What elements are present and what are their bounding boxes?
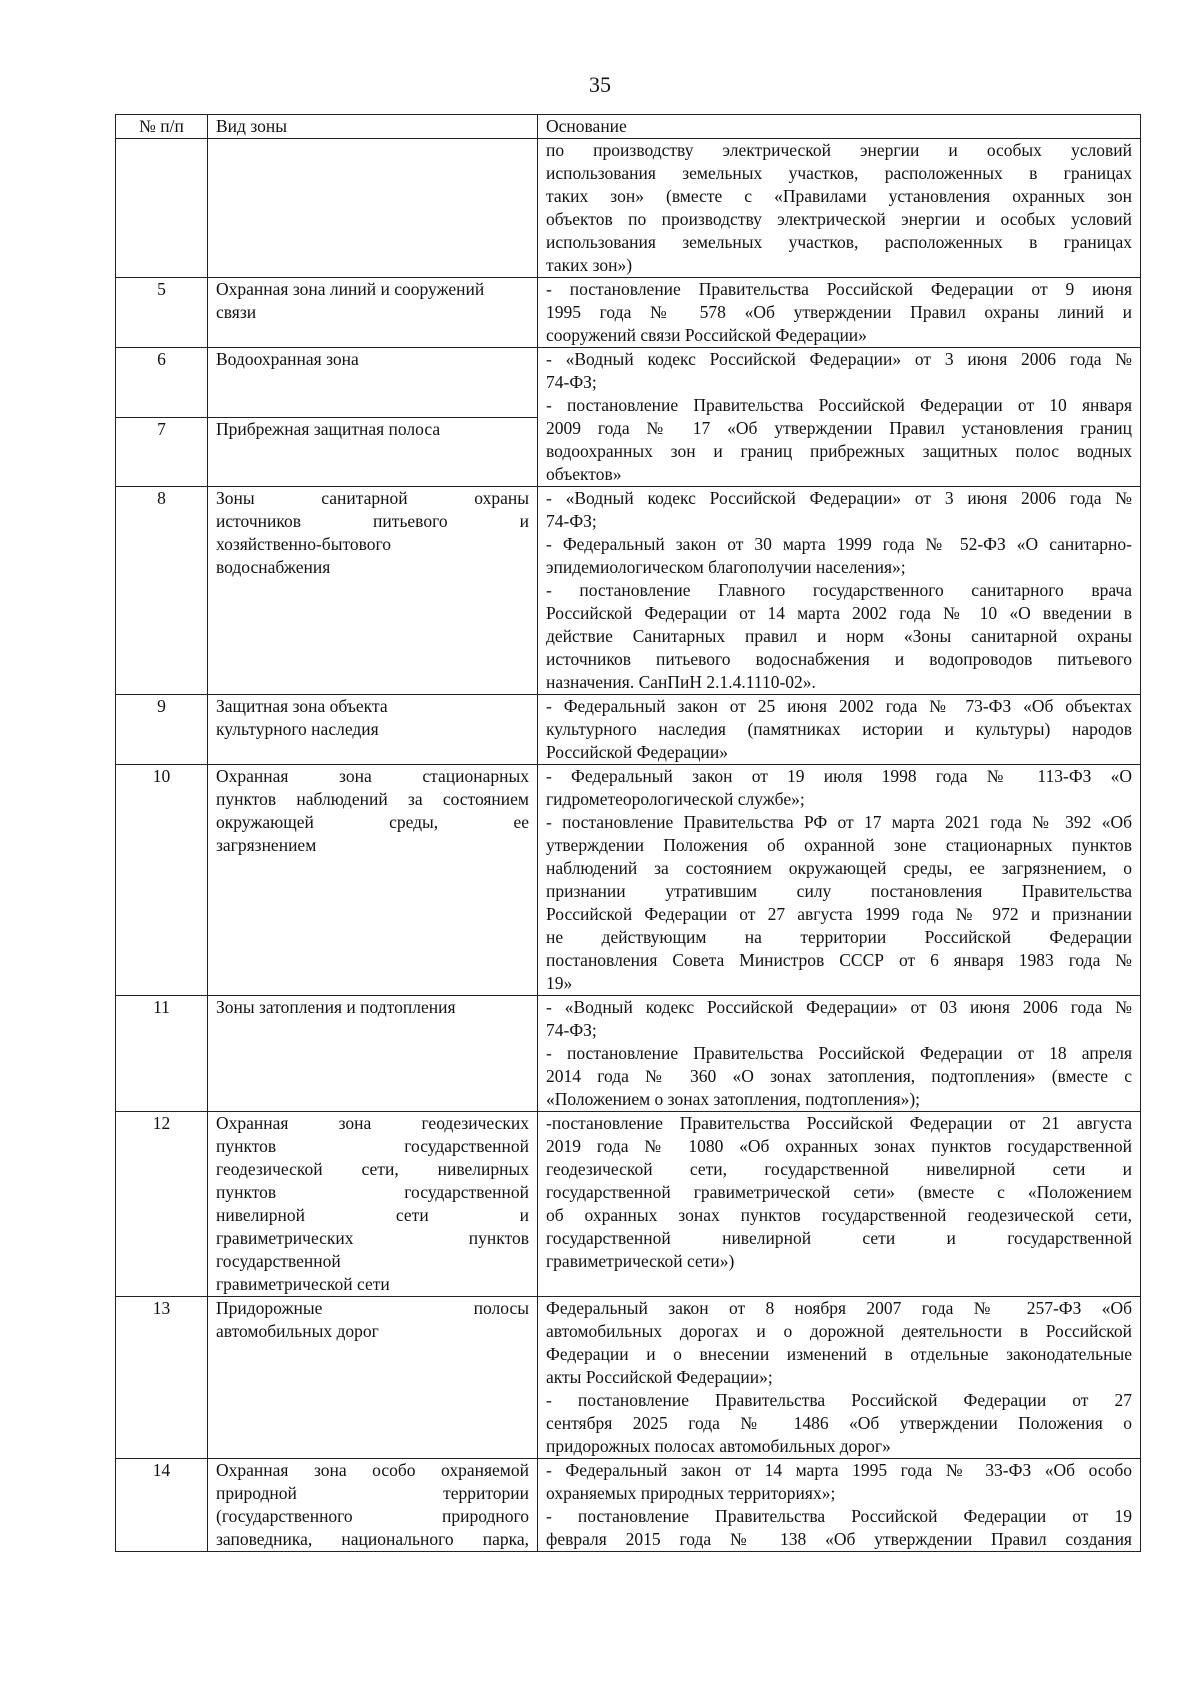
text-line: акты Российской Федерации»; — [546, 1367, 773, 1387]
text-line: Защитная зона объекта — [216, 696, 388, 716]
text-line: Зоны санитарной охраны — [216, 488, 529, 508]
text-line: гравиметрических пунктов — [216, 1228, 529, 1248]
text-line: заповедника, национального парка, — [216, 1529, 529, 1549]
text-line: - постановление Правительства РФ от 17 марта 2021 года № 392 «Об — [546, 812, 1132, 832]
text-line: - постановление Правительства Российской Федерации от 18 апреля — [546, 1043, 1132, 1063]
text-line: - постановление Правительства Российской Федерации от 10 января — [546, 395, 1132, 415]
text-line: признании утратившим силу постановления Правительства — [546, 881, 1132, 901]
text-line: утверждении Положения об охранной зоне стационарных пунктов — [546, 835, 1132, 855]
text-line: природной территории — [216, 1483, 529, 1503]
text-line: источников питьевого и — [216, 511, 529, 531]
text-line: 2019 года № 1080 «Об охранных зонах пунктов государственной — [546, 1136, 1132, 1156]
text-line: автомобильных дорог — [216, 1321, 379, 1341]
text-line: - «Водный кодекс Российской Федерации» от 3 июня 2006 года № — [546, 349, 1132, 369]
row-number: 6 — [116, 348, 208, 418]
row-number — [116, 139, 208, 278]
text-line: Зоны затопления и подтопления — [216, 997, 456, 1017]
text-line: - «Водный кодекс Российской Федерации» от 3 июня 2006 года № — [546, 488, 1132, 508]
text-line: Придорожные полосы — [216, 1298, 529, 1318]
text-line: окружающей среды, ее — [216, 812, 529, 832]
text-line: 19» — [546, 973, 573, 993]
zone-type-cell — [208, 996, 538, 1112]
basis-cell — [538, 1459, 1141, 1552]
text-line: водоснабжения — [216, 557, 331, 577]
text-line: государственной гравиметрической сети» (вместе с «Положением — [546, 1182, 1132, 1202]
text-line: использования земельных участков, расположенных в границах — [546, 232, 1132, 252]
zone-type-cell — [208, 278, 538, 348]
text-line: объектов» — [546, 464, 622, 484]
zone-type-cell — [208, 417, 538, 487]
text-line: Федеральный закон от 8 ноября 2007 года № 257-ФЗ «Об — [546, 1298, 1132, 1318]
text-line: загрязнением — [216, 835, 317, 855]
row-number: 5 — [116, 278, 208, 348]
table-row — [116, 765, 1141, 996]
basis-cell — [538, 695, 1141, 765]
text-line: (государственного природного — [216, 1506, 529, 1526]
zone-type-cell — [208, 139, 538, 278]
row-number: 13 — [116, 1297, 208, 1459]
text-line: сентября 2025 года № 1486 «Об утверждении Положения о — [546, 1413, 1132, 1433]
header-zone-type: Вид зоны — [208, 115, 538, 139]
text-line: 1995 года № 578 «Об утверждении Правил охраны линий и — [546, 302, 1132, 322]
header-number: № п/п — [116, 115, 208, 139]
zone-type-cell — [208, 348, 538, 418]
text-line: Российской Федерации» — [546, 742, 729, 762]
text-line: - постановление Правительства Российской Федерации от 19 — [546, 1506, 1132, 1526]
text-line: наблюдений за состоянием окружающей среды, ее загрязнением, о — [546, 858, 1132, 878]
table-row — [116, 1459, 1141, 1552]
table-header-row — [116, 115, 1141, 139]
text-line: автомобильных дорогах и о дорожной деятельности в Российской — [546, 1321, 1132, 1341]
table-row — [116, 487, 1141, 695]
text-line: гравиметрической сети — [216, 1274, 390, 1294]
text-line: - «Водный кодекс Российской Федерации» от 03 июня 2006 года № — [546, 997, 1132, 1017]
row-number: 12 — [116, 1112, 208, 1297]
text-line: Российской Федерации от 14 марта 2002 года № 10 «О введении в — [546, 603, 1132, 623]
text-line: охраняемых природных территориях»; — [546, 1483, 836, 1503]
text-line: Федерации и о внесении изменений в отдельные законодательные — [546, 1344, 1132, 1364]
text-line: государственной — [216, 1251, 341, 1271]
table-row — [116, 1297, 1141, 1459]
text-line: - постановление Главного государственного санитарного врача — [546, 580, 1132, 600]
text-line: гидрометеорологической службе»; — [546, 789, 805, 809]
row-number: 10 — [116, 765, 208, 996]
basis-cell — [538, 348, 1141, 487]
text-line: постановления Совета Министров СССР от 6 января 1983 года № — [546, 950, 1132, 970]
text-line: - Федеральный закон от 14 марта 1995 года № 33-ФЗ «Об особо — [546, 1460, 1132, 1480]
text-line: об охранных зонах пунктов государственной геодезической сети, — [546, 1205, 1132, 1225]
text-line: не действующим на территории Российской Федерации — [546, 927, 1132, 947]
table-row — [116, 996, 1141, 1112]
zone-type-cell — [208, 1459, 538, 1552]
text-line: - постановление Правительства Российской Федерации от 27 — [546, 1390, 1132, 1410]
zone-type-cell — [208, 1297, 538, 1459]
text-line: гравиметрической сети») — [546, 1251, 735, 1271]
text-line: таких зон» (вместе с «Правилами установления охранных зон — [546, 186, 1132, 206]
basis-cell — [538, 139, 1141, 278]
text-line: культурного наследия (памятниках истории и культуры) народов — [546, 719, 1132, 739]
text-line: связи — [216, 302, 257, 322]
text-line: февраля 2015 года № 138 «Об утверждении Правил создания — [546, 1529, 1132, 1549]
text-line: пунктов государственной — [216, 1182, 529, 1202]
text-line: 74-ФЗ; — [546, 1020, 597, 1040]
text-line: -постановление Правительства Российской Федерации от 21 августа — [546, 1113, 1132, 1133]
table-row — [116, 139, 1141, 278]
text-line: - Федеральный закон от 30 марта 1999 года № 52-ФЗ «О санитарно- — [546, 534, 1132, 554]
text-line: 2009 года № 17 «Об утверждении Правил установления границ — [546, 418, 1132, 438]
zone-type-cell — [208, 765, 538, 996]
row-number: 11 — [116, 996, 208, 1112]
basis-cell — [538, 1297, 1141, 1459]
text-line: - Федеральный закон от 25 июня 2002 года № 73-ФЗ «Об объектах — [546, 696, 1132, 716]
text-line: - постановление Правительства Российской Федерации от 9 июня — [546, 279, 1132, 299]
text-line: нивелирной сети и — [216, 1205, 529, 1225]
zone-type-cell — [208, 1112, 538, 1297]
text-line: пунктов государственной — [216, 1136, 529, 1156]
text-line: культурного наследия — [216, 719, 379, 739]
text-line: эпидемиологическом благополучии населения»; — [546, 557, 906, 577]
text-line: геодезической сети, нивелирных — [216, 1159, 529, 1179]
text-line: «Положением о зонах затопления, подтопления»); — [546, 1089, 921, 1109]
table-row — [116, 695, 1141, 765]
table-row — [116, 278, 1141, 348]
basis-cell — [538, 1112, 1141, 1297]
text-line: 74-ФЗ; — [546, 372, 597, 392]
text-line: пунктов наблюдений за состоянием — [216, 789, 529, 809]
basis-cell — [538, 996, 1141, 1112]
text-line: Охранная зона особо охраняемой — [216, 1460, 529, 1480]
row-number: 9 — [116, 695, 208, 765]
text-line: таких зон») — [546, 255, 633, 275]
basis-cell — [538, 278, 1141, 348]
text-line: источников питьевого водоснабжения и водопроводов питьевого — [546, 649, 1132, 669]
text-line: Охранная зона стационарных — [216, 766, 529, 786]
page-number: 35 — [589, 72, 611, 97]
text-line: сооружений связи Российской Федерации» — [546, 325, 867, 345]
text-line: действие Санитарных правил и норм «Зоны санитарной охраны — [546, 626, 1132, 646]
text-line: назначения. СанПиН 2.1.4.1110-02». — [546, 672, 816, 692]
text-line: водоохранных зон и границ прибрежных защитных полос водных — [546, 441, 1132, 461]
header-basis: Основание — [538, 115, 1141, 139]
text-line: использования земельных участков, расположенных в границах — [546, 163, 1132, 183]
text-line: Охранная зона геодезических — [216, 1113, 529, 1133]
zones-table — [115, 114, 1141, 1552]
text-line: 74-ФЗ; — [546, 511, 597, 531]
table-row — [116, 348, 1141, 418]
zone-type-cell — [208, 695, 538, 765]
text-line: Прибрежная защитная полоса — [216, 418, 441, 439]
text-line: государственной нивелирной сети и государственной — [546, 1228, 1132, 1248]
text-line: геодезической сети, государственной нивелирной сети и — [546, 1159, 1132, 1179]
text-line: - Федеральный закон от 19 июля 1998 года № 113-ФЗ «О — [546, 766, 1132, 786]
text-line: объектов по производству электрической энергии и особых условий — [546, 209, 1132, 229]
text-line: по производству электрической энергии и особых условий — [546, 140, 1132, 160]
text-line: придорожных полосах автомобильных дорог» — [546, 1436, 891, 1456]
zone-type-cell — [208, 487, 538, 695]
text-line: Водоохранная зона — [216, 349, 359, 369]
basis-cell — [538, 765, 1141, 996]
row-number: 14 — [116, 1459, 208, 1552]
text-line: хозяйственно-бытового — [216, 534, 392, 554]
row-number: 7 — [116, 417, 208, 487]
basis-cell — [538, 487, 1141, 695]
text-line: Охранная зона линий и сооружений — [216, 279, 485, 299]
row-number: 8 — [116, 487, 208, 695]
text-line: Российской Федерации от 27 августа 1999 года № 972 и признании — [546, 904, 1132, 924]
text-line: 2014 года № 360 «О зонах затопления, подтопления» (вместе с — [546, 1066, 1132, 1086]
table-row — [116, 1112, 1141, 1297]
